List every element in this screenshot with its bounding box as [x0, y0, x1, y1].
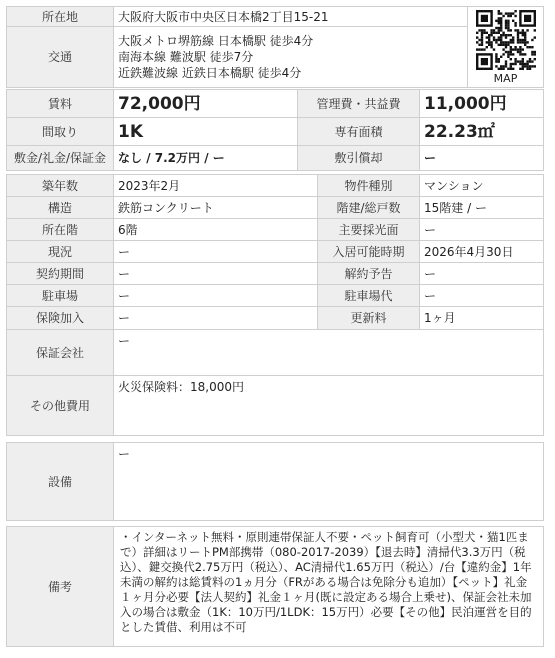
rent-table [6, 89, 544, 171]
remarks-table [6, 526, 544, 647]
facilities-table [6, 442, 544, 521]
area-value: 22.23㎡ [420, 118, 544, 146]
facilities-label: 設備 [7, 443, 114, 521]
deposit-none: なし [118, 151, 143, 165]
floors-label: 階建/総戸数 [318, 197, 420, 219]
location-table [6, 6, 544, 88]
rent-label: 賃料 [7, 90, 114, 118]
details-table [6, 174, 544, 436]
parking-fee-value: ー [420, 285, 544, 307]
insurance-label: 保険加入 [7, 307, 114, 330]
rent-value: 72,000円 [114, 90, 298, 118]
status-value: ー [114, 241, 318, 263]
map-link[interactable]: MAP [493, 72, 518, 85]
floor-value: 6階 [114, 219, 318, 241]
status-label: 現況 [7, 241, 114, 263]
fee-value: 11,000円 [420, 90, 544, 118]
renewal-label: 更新料 [318, 307, 420, 330]
shikibiki-value: ー [420, 146, 544, 171]
other-fees-value: 火災保険料：18,000円 [114, 376, 544, 436]
structure-value: 鉄筋コンクリート [114, 197, 318, 219]
floor-label: 所在階 [7, 219, 114, 241]
notice-label: 解約予告 [318, 263, 420, 285]
built-value: 2023年2月 [114, 175, 318, 197]
qr-code-icon[interactable] [476, 10, 536, 70]
layout-label: 間取り [7, 118, 114, 146]
remarks-value: ・インターネット無料・原則連帯保証人不要・ペット飼育可（小型犬・猫1匹まで）詳細はリートPM部携帯（080-2017-2039）【退去時】清掃代3.3万円（税込）、鍵交換代2.75万円（税込）、AC清掃代1.65万円（税込）/台【違約金】1年未満の解約は総賃料の1ヵ月分（FRがある場合は免除分も追加）【ペット】礼金１ヶ月分必要【法人契約】礼金１ヶ月(既に設定ある場合上乗せ)、保証会社未加入の場合は敷金（1K：10万円/1LDK：15万円）必要【その他】民泊運営を目的とした賃借、利用は不可 [114, 527, 544, 647]
transit-line: 大阪メトロ堺筋線 日本橋駅 徒歩4分 [118, 34, 314, 49]
light-label: 主要採光面 [318, 219, 420, 241]
notice-value: ー [420, 263, 544, 285]
shikibiki-label: 敷引償却 [298, 146, 420, 171]
transit-label: 交通 [7, 27, 114, 88]
structure-label: 構造 [7, 197, 114, 219]
parking-label: 駐車場 [7, 285, 114, 307]
built-label: 築年数 [7, 175, 114, 197]
fee-label: 管理費・共益費 [298, 90, 420, 118]
type-value: マンション [420, 175, 544, 197]
deposit-label: 敷金/礼金/保証金 [7, 146, 114, 171]
type-label: 物件種別 [318, 175, 420, 197]
guarantor-value: ー [114, 330, 544, 376]
layout-value: 1K [114, 118, 298, 146]
remarks-label: 備考 [7, 527, 114, 647]
other-fees-label: その他費用 [7, 376, 114, 436]
transit-value [114, 27, 468, 88]
movein-value: 2026年4月30日 [420, 241, 544, 263]
deposit-rest: / 7.2万円 / ー [142, 151, 225, 165]
transit-line: 南海本線 難波駅 徒歩7分 [118, 50, 254, 65]
renewal-value: 1ヶ月 [420, 307, 544, 330]
guarantor-label: 保証会社 [7, 330, 114, 376]
map-qr-cell[interactable] [468, 7, 544, 88]
floors-value: 15階建 / ー [420, 197, 544, 219]
movein-label: 入居可能時期 [318, 241, 420, 263]
address-label: 所在地 [7, 7, 114, 27]
insurance-value: ー [114, 307, 318, 330]
address-value: 大阪府大阪市中央区日本橋2丁目15-21 [114, 7, 468, 27]
term-value: ー [114, 263, 318, 285]
transit-line: 近鉄難波線 近鉄日本橋駅 徒歩4分 [118, 66, 302, 81]
deposit-value [114, 146, 298, 171]
area-label: 専有面積 [298, 118, 420, 146]
light-value: ー [420, 219, 544, 241]
term-label: 契約期間 [7, 263, 114, 285]
facilities-value: ー [114, 443, 544, 521]
parking-fee-label: 駐車場代 [318, 285, 420, 307]
parking-value: ー [114, 285, 318, 307]
